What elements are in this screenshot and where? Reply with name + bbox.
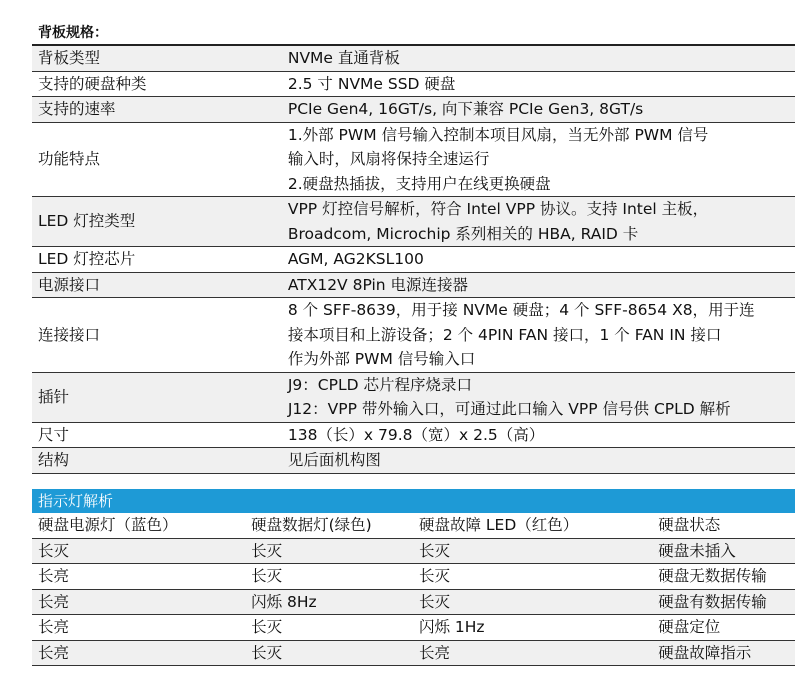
led-table [32, 513, 795, 666]
spec-row [32, 122, 795, 197]
spec-row [32, 197, 795, 247]
specs-table [32, 44, 795, 474]
led-column-header-row [32, 513, 795, 538]
spec-label: 结构 [32, 448, 282, 474]
led-section-header: 指示灯解析 [32, 489, 795, 513]
led-cell: 硬盘有数据传输 [652, 589, 795, 615]
spec-value-line: ATX12V 8Pin 电源连接器 [287, 275, 469, 294]
spec-value-line: 接本项目和上游设备；2 个 4PIN FAN 接口，1 个 FAN IN 接口 [287, 325, 722, 344]
spec-row [32, 422, 795, 448]
spec-value-line: 输入时，风扇将保持全速运行 [287, 150, 490, 168]
spec-label: 背板类型 [32, 45, 282, 71]
spec-value [282, 372, 795, 422]
spec-row [32, 298, 795, 373]
led-cell: 长灭 [245, 564, 413, 590]
led-cell: 长灭 [413, 589, 652, 615]
spec-value [282, 122, 795, 197]
led-cell: 长灭 [32, 538, 245, 564]
spec-value [282, 247, 795, 273]
spec-row [32, 71, 795, 97]
led-column-header: 硬盘状态 [652, 513, 795, 538]
spec-value-line: 2.5 寸 NVMe SSD 硬盘 [287, 74, 456, 93]
led-column-header: 硬盘数据灯(绿色) [245, 513, 413, 538]
spec-value [282, 45, 795, 71]
spec-value-line: Broadcom, Microchip 系列相关的 HBA, RAID 卡 [287, 224, 639, 243]
spec-value-line: 138（长）x 79.8（宽）x 2.5（高） [287, 425, 545, 444]
spec-value-line: NVMe 直通背板 [287, 49, 400, 67]
spec-value-line: 2.硬盘热插拔，支持用户在线更换硬盘 [287, 174, 551, 193]
spec-value [282, 448, 795, 474]
spec-row [32, 97, 795, 123]
led-cell: 硬盘定位 [652, 615, 795, 641]
led-cell: 闪烁 8Hz [245, 589, 413, 615]
led-row [32, 640, 795, 666]
led-row [32, 589, 795, 615]
led-column-header: 硬盘故障 LED（红色） [413, 513, 652, 538]
led-cell: 长灭 [245, 640, 413, 666]
spec-label: 支持的硬盘种类 [32, 71, 282, 97]
spec-label: 连接接口 [32, 298, 282, 373]
led-cell: 长亮 [32, 564, 245, 590]
spec-row [32, 272, 795, 298]
led-cell: 长灭 [413, 564, 652, 590]
spec-value-line: J9：CPLD 芯片程序烧录口 [287, 375, 472, 394]
led-cell: 硬盘无数据传输 [652, 564, 795, 590]
spec-label: 尺寸 [32, 422, 282, 448]
spec-row [32, 448, 795, 474]
led-cell: 长亮 [32, 589, 245, 615]
spec-value-line: 见后面机构图 [287, 451, 381, 469]
spec-label: 功能特点 [32, 122, 282, 197]
led-cell: 闪烁 1Hz [413, 615, 652, 641]
spec-label: 支持的速率 [32, 97, 282, 123]
led-column-header: 硬盘电源灯（蓝色） [32, 513, 245, 538]
led-cell: 长亮 [32, 615, 245, 641]
spec-row [32, 372, 795, 422]
led-row [32, 538, 795, 564]
led-cell: 长亮 [32, 640, 245, 666]
spec-label: LED 灯控芯片 [32, 247, 282, 273]
spec-value-line: 8 个 SFF-8639，用于接 NVMe 硬盘；4 个 SFF-8654 X8，用于连 [287, 301, 755, 319]
spec-value-line: 作为外部 PWM 信号输入口 [287, 350, 476, 368]
spec-value [282, 272, 795, 298]
spec-value [282, 197, 795, 247]
spec-label: LED 灯控类型 [32, 197, 282, 247]
spec-value-line: VPP 灯控信号解析，符合 Intel VPP 协议。支持 Intel 主板， [287, 200, 709, 218]
spec-value-line: AGM, AG2KSL100 [287, 250, 424, 268]
led-cell: 长灭 [413, 538, 652, 564]
led-cell: 硬盘故障指示 [652, 640, 795, 666]
specs-title: 背板规格： [38, 25, 108, 41]
spec-value-line: 1.外部 PWM 信号输入控制本项目风扇，当无外部 PWM 信号 [287, 125, 709, 144]
led-cell: 长灭 [245, 538, 413, 564]
led-cell: 硬盘未插入 [652, 538, 795, 564]
led-cell: 长亮 [413, 640, 652, 666]
spec-row [32, 247, 795, 273]
spec-value [282, 298, 795, 373]
led-row [32, 564, 795, 590]
spec-value-line: PCIe Gen4, 16GT/s, 向下兼容 PCIe Gen3, 8GT/s [287, 100, 644, 118]
spec-label: 插针 [32, 372, 282, 422]
led-cell: 长灭 [245, 615, 413, 641]
spec-value [282, 422, 795, 448]
led-row [32, 615, 795, 641]
spec-row [32, 45, 795, 71]
spec-value [282, 71, 795, 97]
spec-label: 电源接口 [32, 272, 282, 298]
spec-value-line: J12：VPP 带外输入口，可通过此口输入 VPP 信号供 CPLD 解析 [287, 400, 731, 418]
spec-value [282, 97, 795, 123]
